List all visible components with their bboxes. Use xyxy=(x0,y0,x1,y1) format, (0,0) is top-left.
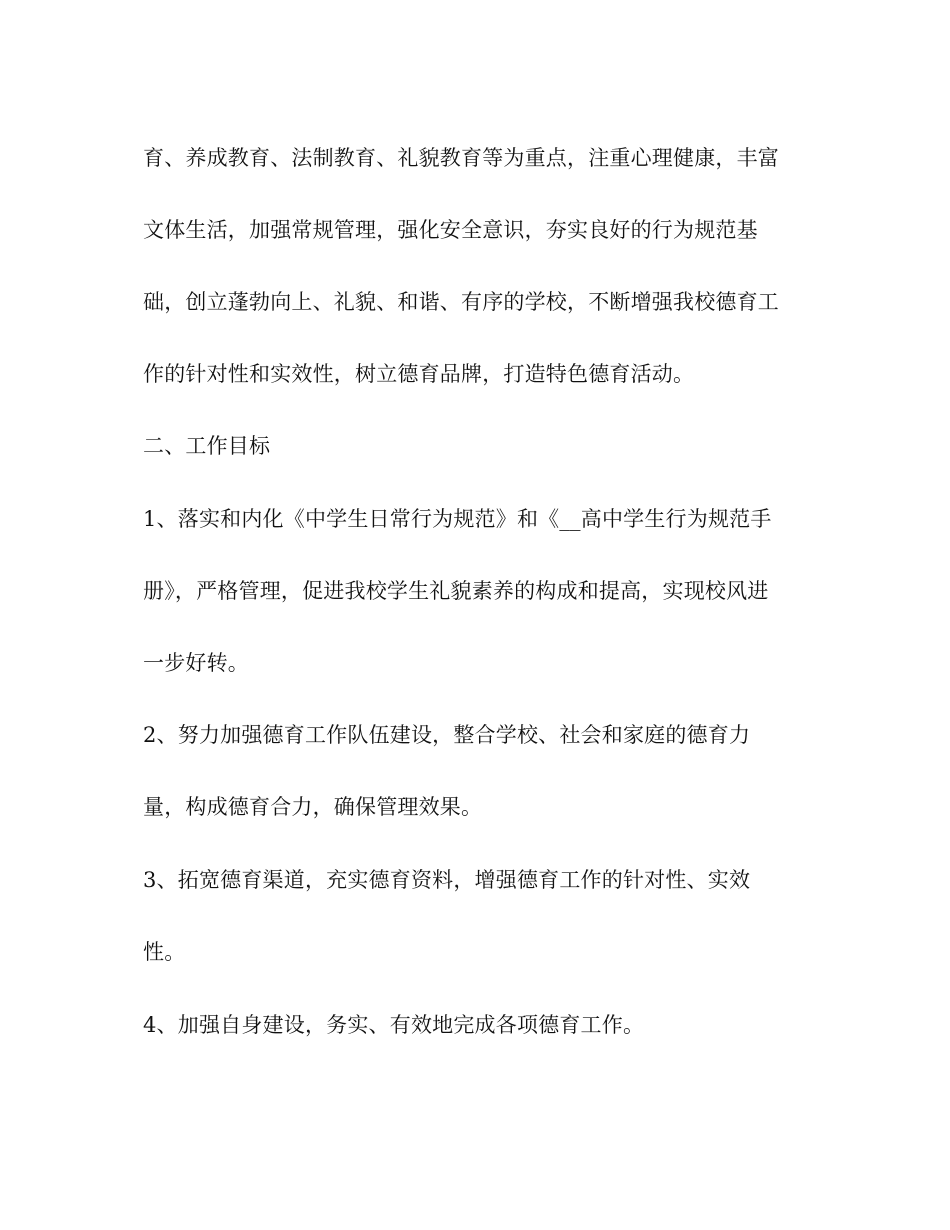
paragraph-line: 2、努力加强德育工作队伍建设，整合学校、社会和家庭的德育力 xyxy=(143,723,751,747)
paragraph-line: 文体生活，加强常规管理，强化安全意识，夯实良好的行为规范基 xyxy=(143,218,758,242)
paragraph-line: 一步好转。 xyxy=(143,651,249,675)
paragraph-line: 1、落实和内化《中学生日常行为规范》和《__高中学生行为规范手 xyxy=(143,507,772,531)
paragraph-line: 性。 xyxy=(143,940,186,964)
paragraph-line: 4、加强自身建设，务实、有效地完成各项德育工作。 xyxy=(143,1013,645,1037)
paragraph-line: 3、拓宽德育渠道，充实德育资料，增强德育工作的针对性、实效 xyxy=(143,868,751,892)
paragraph-line: 册》，严格管理，促进我校学生礼貌素养的构成和提高，实现校风进 xyxy=(143,579,769,603)
paragraph-line: 量，构成德育合力，确保管理效果。 xyxy=(143,795,483,819)
paragraph-line: 作的针对性和实效性，树立德育品牌，打造特色德育活动。 xyxy=(143,362,695,386)
section-heading: 二、工作目标 xyxy=(143,434,271,458)
paragraph-line: 育、养成教育、法制教育、礼貌教育等为重点，注重心理健康，丰富 xyxy=(143,146,779,170)
paragraph-line: 础，创立蓬勃向上、礼貌、和谐、有序的学校，不断增强我校德育工 xyxy=(143,290,779,314)
